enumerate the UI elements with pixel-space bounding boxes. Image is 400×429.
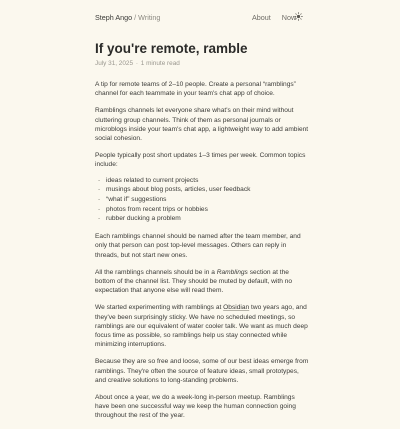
paragraph-intro: A tip for remote teams of 2–10 people. Create a personal “ramblings” channel for each teammate in your team's chat app of choice. xyxy=(95,81,296,98)
site-header xyxy=(0,0,400,34)
list-item: - rubber ducking a problem xyxy=(98,214,310,224)
paragraph-meetup: About once a year, we do a week-long in-person meetup. Ramblings have been one successful way we keep the human connection going throughout the rest of the year. xyxy=(95,393,296,420)
paragraph-section xyxy=(95,268,310,296)
breadcrumb xyxy=(95,13,160,22)
article-body xyxy=(95,80,310,421)
paragraph-purpose: Ramblings channels let everyone share what's on their mind without cluttering group channels. Think of them as personal journals or microblogs inside your team's chat app, a lightweight way to add ambient social cohesion. xyxy=(95,107,309,143)
post-date: July 31, 2025 xyxy=(95,60,134,67)
text-fragment: two years ago, and they've been surprisingly sticky. We have no scheduled meetings, so ramblings are our equivalent of water cooler talk. We want as much deep focus time as possible, so ramblings help us stay connected while minimizing interruptions. xyxy=(95,304,308,349)
nav-link-now[interactable]: Now xyxy=(281,13,297,22)
paragraph-ideas: Because they are so free and loose, some of our best ideas emerge from ramblings. They're often the source of feature ideas, small prototypes, and creative solutions to long-standing problems. xyxy=(95,358,309,384)
sun-icon[interactable] xyxy=(294,12,303,21)
list-item: - “what if” suggestions xyxy=(98,195,310,205)
paragraph-experiment xyxy=(95,303,310,349)
paragraph-naming: Each ramblings channel should be named after the team member, and only that person can post top-level messages. Others can reply in threads, but not start new ones. xyxy=(95,233,301,259)
article xyxy=(95,36,310,429)
list-item: - musings about blog posts, articles, user feedback xyxy=(98,185,310,195)
nav-link-about[interactable]: About xyxy=(252,13,271,22)
section-link-writing[interactable]: Writing xyxy=(138,13,161,22)
text-fragment: We started experimenting with ramblings at xyxy=(95,304,224,312)
emphasis-ramblings: Ramblings xyxy=(216,268,248,276)
topics-list xyxy=(95,176,310,225)
post-meta xyxy=(95,60,310,67)
meta-separator: · xyxy=(135,60,138,67)
breadcrumb-separator: / xyxy=(134,13,137,22)
read-time: 1 minute read xyxy=(140,60,180,67)
text-fragment: All the ramblings channels should be in a xyxy=(95,268,217,276)
obsidian-link[interactable]: Obsidian xyxy=(223,304,250,312)
page-title: If you're remote, ramble xyxy=(95,41,248,56)
site-name-link[interactable]: Steph Ango xyxy=(95,13,133,22)
text-fragment: section at the bottom of the channel list. They should be muted by default, with no expectation that anyone else will read them. xyxy=(95,268,293,295)
list-item: - ideas related to current projects xyxy=(98,176,310,186)
paragraph-frequency: People typically post short updates 1–3 times per week. Common topics include: xyxy=(95,152,306,169)
list-item: - photos from recent trips or hobbies xyxy=(98,205,310,215)
